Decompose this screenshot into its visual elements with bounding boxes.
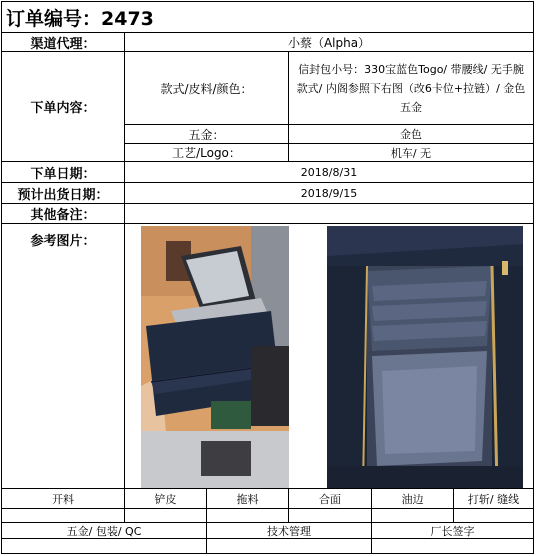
agent-value: 小蔡（Alpha） [125,33,533,52]
notes-value [125,204,533,224]
footer-sign-pulling [207,509,289,523]
order-date-value: 2018/8/31 [125,162,533,183]
style-value: 信封包小号：330宝蓝色Togo/ 带腰线/ 无手腕款式/ 内阁参照下右图（改6卡位+拉链）/ 金色五金 [289,52,533,125]
craft-label: 工艺/Logo： [125,144,289,162]
footer-joining: 合面 [289,489,372,509]
footer-hardware-qc: 五金/ 包装/ QC [2,523,207,539]
footer-sign-manager [372,539,533,553]
order-date-label: 下单日期： [2,162,125,183]
reference-photo-exterior [141,226,289,488]
footer-tech-management: 技术管理 [207,523,372,539]
order-number-title: 订单编号：2473 [2,2,533,33]
photo-interior-drawing [327,226,523,488]
craft-value: 机车/ 无 [289,144,533,162]
footer-sign-skiving [125,509,207,523]
notes-label: 其他备注： [2,204,125,224]
ship-date-value: 2018/9/15 [125,183,533,204]
footer-sign-tech [207,539,372,553]
style-label: 款式/皮料/颜色： [125,52,289,125]
ship-date-label: 预计出货日期： [2,183,125,204]
hardware-value: 金色 [289,125,533,144]
reference-images-label: 参考图片： [2,224,125,489]
footer-factory-manager: 厂长签字 [372,523,533,539]
order-sheet [1,1,534,554]
footer-pulling: 拖料 [207,489,289,509]
hardware-label: 五金： [125,125,289,144]
reference-photo-interior [327,226,523,488]
footer-sign-hardware-qc [2,539,207,553]
photo-exterior-drawing [141,226,289,488]
footer-sign-cutting [2,509,125,523]
footer-stitching: 打斩/ 缝线 [454,489,533,509]
footer-cutting: 开料 [2,489,125,509]
order-content-label: 下单内容： [2,52,125,162]
footer-skiving: 铲皮 [125,489,207,509]
footer-edge-paint: 油边 [372,489,454,509]
footer-sign-joining [289,509,372,523]
footer-sign-stitching [454,509,533,523]
footer-sign-edge-paint [372,509,454,523]
agent-label: 渠道代理： [2,33,125,52]
